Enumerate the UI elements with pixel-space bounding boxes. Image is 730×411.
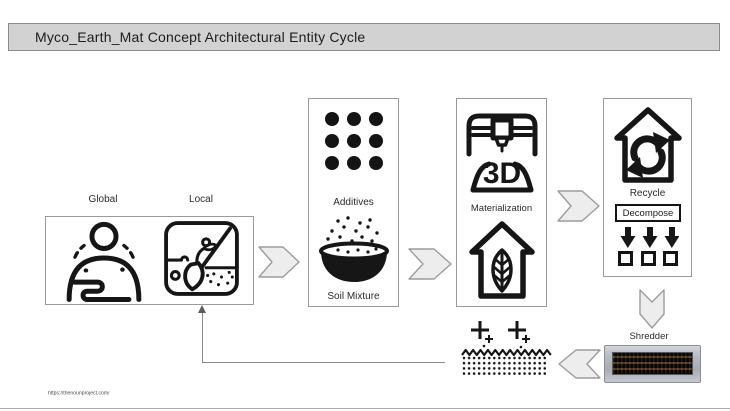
flow-arrow-shredder-to-material <box>558 349 601 379</box>
printer-3d-icon <box>463 108 541 198</box>
return-line-horizontal <box>202 362 445 363</box>
bin-squares-icon <box>618 251 678 266</box>
slide-title: Myco_Earth_Mat Concept Architectural Entity Cycle <box>35 29 366 45</box>
title-bar <box>8 23 720 51</box>
recycle-label: Recycle <box>629 188 666 199</box>
additives-dots-icon <box>325 112 383 170</box>
flow-arrow-materialization-to-recycle <box>557 190 600 222</box>
printer-3d-text: 3D <box>482 157 522 190</box>
credit-url: https://thenounproject.com/ <box>48 391 110 397</box>
down-arrows-icon <box>617 227 679 249</box>
global-label: Global <box>88 194 118 205</box>
shredder-teeth <box>612 352 693 375</box>
shredder-photo <box>604 345 701 383</box>
shredded-material-icon <box>462 356 548 376</box>
recycle-house-icon <box>612 106 684 184</box>
return-line-vertical <box>202 312 203 362</box>
soil-mixture-label: Soil Mixture <box>327 291 380 302</box>
person-globe-icon <box>62 219 146 302</box>
shredder-label: Shredder <box>629 331 669 342</box>
eco-house-icon <box>468 220 536 300</box>
sparkle-particles-icon <box>458 318 554 359</box>
shovel-soil-icon <box>163 218 240 299</box>
flow-arrow-source-to-mixture <box>258 246 300 278</box>
local-label: Local <box>189 194 213 205</box>
flow-arrow-mixture-to-materialization <box>408 248 452 280</box>
return-line-arrowhead-icon <box>198 305 206 313</box>
additives-label: Additives <box>333 197 374 208</box>
materialization-label: Materialization <box>470 203 533 214</box>
decompose-label: Decompose <box>622 207 674 219</box>
soil-bowl-icon <box>314 215 394 287</box>
decompose-box <box>615 204 681 222</box>
slide-bottom-edge <box>0 408 730 409</box>
flow-arrow-recycle-to-shredder <box>639 289 665 329</box>
